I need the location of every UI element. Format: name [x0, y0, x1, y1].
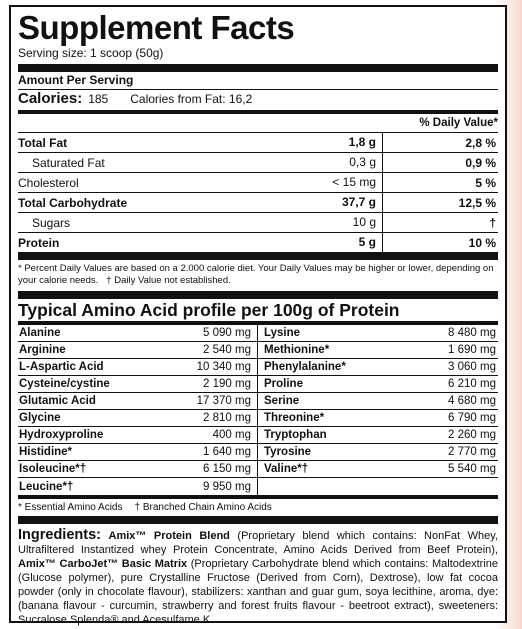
amino-value: 17 370 mg [196, 395, 251, 407]
amino-name: Tryptophan [264, 429, 327, 441]
amino-row [18, 393, 257, 410]
amino-value: 5 540 mg [448, 463, 496, 475]
calories-value: 185 [88, 92, 109, 106]
calories-from-fat: Calories from Fat: 16,2 [130, 92, 253, 106]
amino-value: 6 790 mg [448, 412, 496, 424]
matrix-text: (Proprietary Carbohydrate blend which contains: Maltodextrine (Glucose polymer), pure Crystalline Fructose (Derived from Corn), Dextrose), low fat cocoa powder (only in chocolate flavour), stabilizers: xanthan and guar gum, soya lecithine, aroma, dye: (banana flavour - curcumin, strawberry and forest fruits flavour - beetroot extract), sweeteners: Sucralose Splenda® and Acesulfame K [18, 558, 499, 626]
amino-name: Alanine [19, 327, 61, 339]
amino-value: 2 540 mg [203, 344, 251, 356]
divider-thick [18, 64, 498, 72]
nutrient-amount: 37,7 g [288, 193, 383, 212]
nutrient-name: Total Carbohydrate [18, 195, 128, 210]
nutrient-name: Sugars [32, 215, 71, 230]
nutrient-daily-value: 12,5 % [458, 195, 496, 210]
nutrient-row [18, 173, 498, 192]
nutrient-amount: 1,8 g [288, 133, 383, 152]
amino-name: Glutamic Acid [19, 395, 96, 407]
amino-row [18, 325, 257, 342]
nutrient-amount: < 15 mg [288, 173, 383, 192]
ingredients-text [18, 524, 498, 627]
amino-name: Hydroxyproline [19, 429, 104, 441]
amino-row [18, 359, 257, 376]
divider-thick [18, 516, 498, 524]
nutrient-daily-value: 0,9 % [465, 155, 496, 170]
amino-value: 2 190 mg [203, 378, 251, 390]
amino-value: 2 770 mg [448, 446, 496, 458]
nutrient-row [18, 213, 498, 232]
calories-row [18, 90, 498, 110]
amino-value: 2 810 mg [203, 412, 251, 424]
legend-essential: * Essential Amino Acids [18, 502, 123, 513]
amino-row [258, 393, 498, 410]
amino-name: Arginine [19, 344, 66, 356]
nutrient-row [18, 133, 498, 152]
amino-title: Typical Amino Acid profile per 100g of Protein [18, 300, 400, 320]
amino-value: 10 340 mg [196, 361, 251, 373]
amino-row [258, 410, 498, 427]
nutrient-daily-value: 2,8 % [465, 135, 496, 150]
nutrient-daily-value: 5 % [475, 175, 496, 190]
amino-name: Threonine* [264, 412, 325, 424]
blend-text: (Proprietary blend which contains: NonFat Whey, Ultrafiltered Instantized whey Protein Concentrate, Amino Acids Derived from Beef Protein), [18, 530, 498, 556]
nutrient-daily-value: † [489, 215, 496, 230]
amino-row [18, 478, 257, 495]
nutrient-name: Total Fat [18, 135, 68, 150]
amino-row [18, 342, 257, 359]
amino-name: L-Aspartic Acid [19, 361, 104, 373]
amino-name: Valine*† [264, 463, 309, 475]
daily-value-header: % Daily Value* [419, 117, 498, 129]
amino-name: Glycine [19, 412, 61, 424]
footnote-text: * Percent Daily Values are based on a 2.000 calorie diet. Your Daily Values may be higher or lower, depending on your calorie needs. [18, 263, 494, 286]
nutrient-amount: 5 g [288, 233, 383, 252]
nutrient-row [18, 193, 498, 212]
amino-row [258, 359, 498, 376]
divider-thick [18, 252, 498, 260]
amount-per-serving: Amount Per Serving [18, 73, 134, 87]
nutrient-row [18, 233, 498, 252]
amino-row [18, 410, 257, 427]
nutrient-amount: 0,3 g [288, 153, 383, 172]
amino-legend [18, 499, 498, 516]
nutrient-name: Saturated Fat [32, 155, 105, 170]
amino-row [18, 444, 257, 461]
amino-column-right [258, 325, 498, 495]
amino-name: Tyrosine [264, 446, 312, 458]
supplement-facts-panel [9, 5, 507, 626]
amino-row [258, 342, 498, 359]
footnote [18, 260, 498, 291]
footnote-dagger: † Daily Value not established. [106, 275, 231, 286]
amino-row [18, 376, 257, 393]
amino-value: 6 210 mg [448, 378, 496, 390]
amino-value: 1 690 mg [448, 344, 496, 356]
amino-row [258, 444, 498, 461]
amino-value: 5 090 mg [203, 327, 251, 339]
amino-value: 3 060 mg [448, 361, 496, 373]
amino-name: Histidine* [19, 446, 73, 458]
amino-value: 4 680 mg [448, 395, 496, 407]
nutrient-name: Cholesterol [18, 175, 79, 190]
amino-value: 400 mg [212, 429, 251, 441]
amino-value: 6 150 mg [203, 463, 251, 475]
amino-value: 9 950 mg [203, 480, 251, 493]
amino-name: Methionine* [264, 344, 330, 356]
nutrient-amount: 10 g [288, 213, 383, 232]
calories-label: Calories: [18, 90, 83, 107]
amino-row [258, 376, 498, 393]
amino-row [258, 478, 498, 495]
amino-row [258, 461, 498, 478]
amino-value: 2 260 mg [448, 429, 496, 441]
amino-row [18, 427, 257, 444]
amino-table [18, 325, 498, 495]
matrix-name: Amix™ CarboJet™ Basic Matrix [18, 558, 188, 570]
serving-size: Serving size: 1 scoop (50g) [18, 46, 164, 60]
amino-name: Proline [264, 378, 303, 390]
amino-name: Leucine*† [19, 480, 74, 493]
legend-bcaa: † Branched Chain Amino Acids [134, 502, 272, 513]
amino-row [258, 325, 498, 342]
amino-name: Phenylalanine* [264, 361, 346, 373]
panel-title: Supplement Facts [18, 9, 295, 46]
blend-name: Amix™ Protein Blend [108, 530, 230, 542]
amino-name: Serine [264, 395, 300, 407]
nutrient-table [18, 132, 498, 252]
nutrient-row [18, 153, 498, 172]
amino-name: Cysteine/cystine [19, 378, 110, 390]
nutrient-daily-value: 10 % [468, 235, 496, 250]
amino-name: Isoleucine*† [19, 463, 87, 475]
nutrient-name: Protein [18, 235, 60, 250]
ingredients-label: Ingredients: [18, 527, 101, 543]
amino-value: 8 480 mg [448, 327, 496, 339]
amino-row [18, 461, 257, 478]
amino-value: 1 640 mg [203, 446, 251, 458]
amino-name: Lysine [264, 327, 301, 339]
divider-thick [18, 291, 498, 299]
amino-row [258, 427, 498, 444]
amino-column-left [18, 325, 258, 495]
